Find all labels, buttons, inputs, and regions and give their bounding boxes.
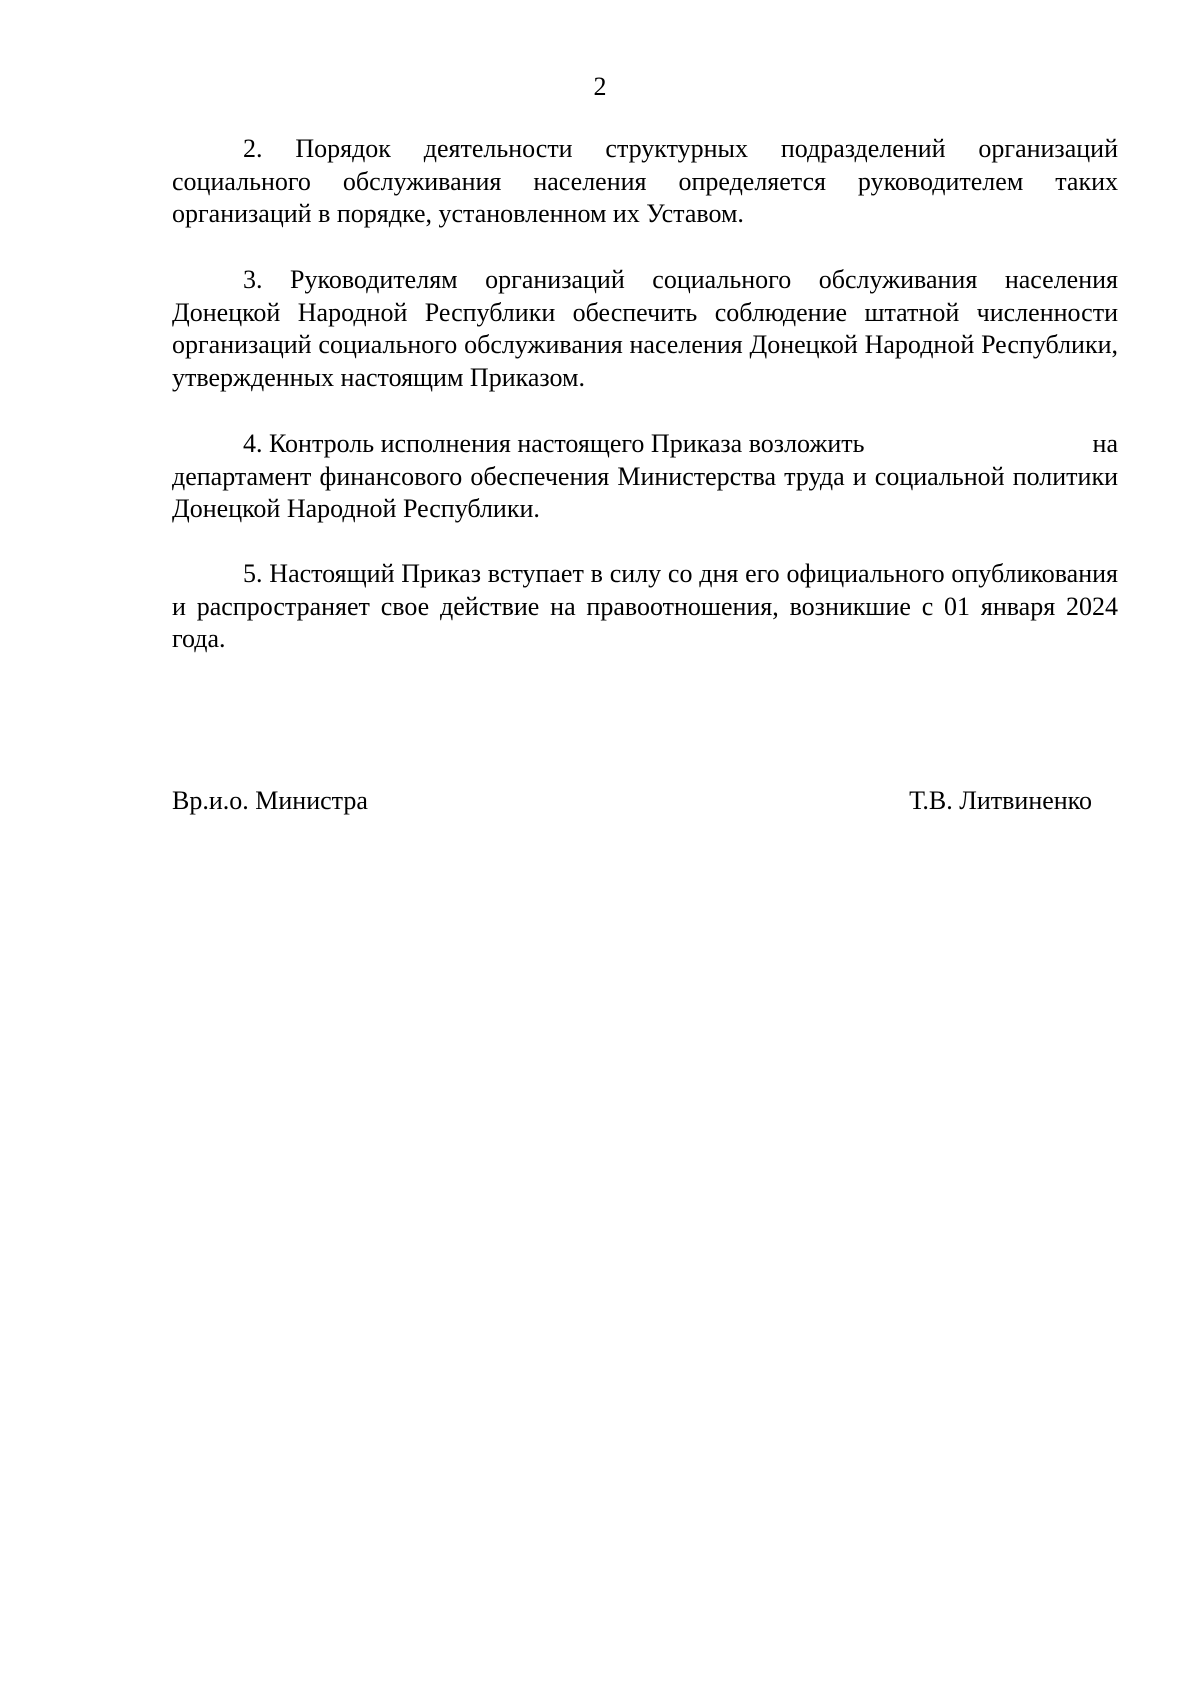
- signatory-position: Вр.и.о. Министра: [172, 786, 368, 815]
- signature-block: [172, 786, 1092, 816]
- paragraph-2-text: 2. Порядок деятельности структурных подразделений организаций социального обслуживания населения определяется руководителем таких организаций в порядке, установленном их Уставом.: [172, 134, 1118, 228]
- paragraph-4-gap-word: на: [1092, 429, 1118, 458]
- paragraph-5-text: 5. Настоящий Приказ вступает в силу со дня его официального опубликования и распространяет свое действие на правоотношения, возникшие с 01 января 2024 года.: [172, 559, 1118, 653]
- paragraph-3: [172, 264, 1118, 394]
- paragraph-4-rest: департамент финансового обеспечения Министерства труда и социальной политики Донецкой Народной Республики.: [172, 461, 1118, 523]
- paragraph-3-text: 3. Руководителям организаций социального обслуживания населения Донецкой Народной Республики обеспечить соблюдение штатной численности организаций социального обслуживания населения Донецкой Народной Республики, утвержденных настоящим Приказом.: [172, 265, 1118, 392]
- paragraph-5: [172, 558, 1118, 656]
- paragraph-2: [172, 133, 1118, 231]
- page-number: 2: [593, 72, 607, 101]
- paragraph-4: [172, 428, 1118, 526]
- signatory-name: Т.В. Литвиненко: [909, 786, 1092, 815]
- paragraph-4-start: 4. Контроль исполнения настоящего Приказа возложить: [243, 429, 865, 458]
- paragraph-4-first-line: [172, 428, 1118, 461]
